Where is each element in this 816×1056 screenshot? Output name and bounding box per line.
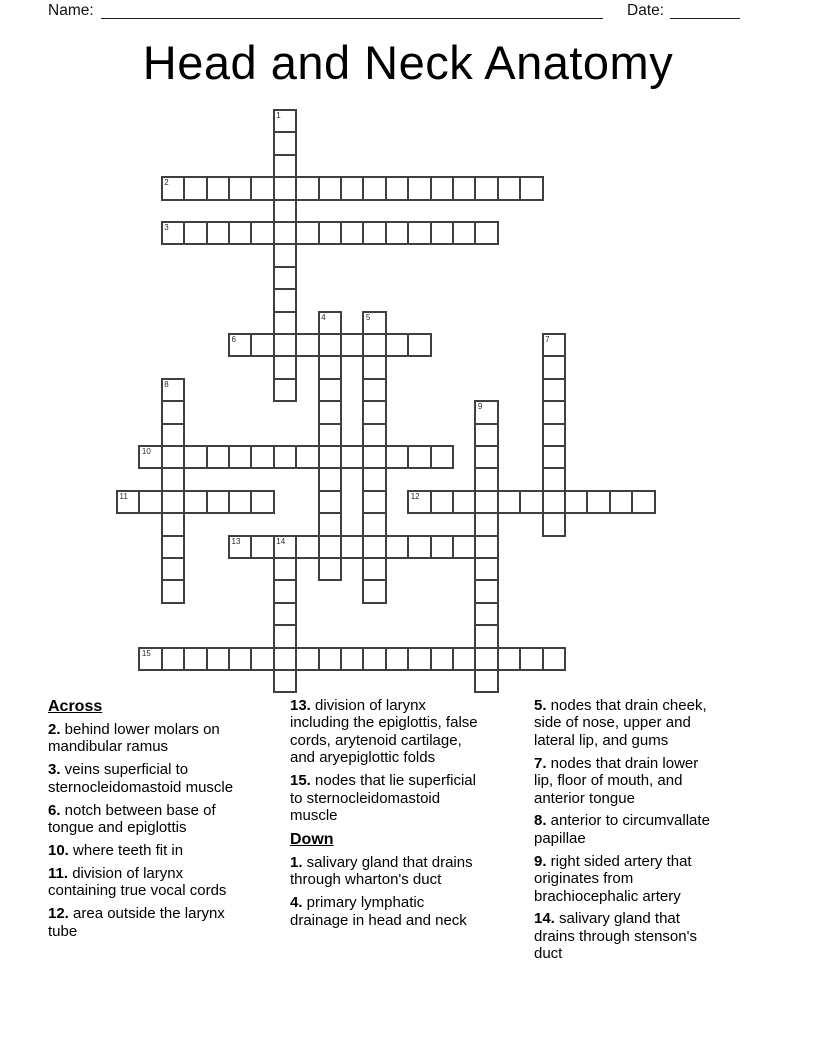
grid-cell[interactable] [228,176,252,200]
grid-cell[interactable] [385,535,409,559]
grid-cell[interactable] [228,221,252,245]
grid-cell[interactable] [318,512,342,536]
grid-cell[interactable] [430,445,454,469]
clue-12: 12. area outside the larynx tube [48,905,225,940]
grid-cell[interactable] [474,579,498,603]
clue-5: 5. nodes that drain cheek, side of nose, upper and lateral lip, and gums [534,697,707,749]
grid-cell[interactable] [273,131,297,155]
grid-cell[interactable] [362,378,386,402]
grid-cell[interactable] [206,221,230,245]
grid-cell[interactable] [161,512,185,536]
grid-cell[interactable] [295,333,319,357]
clue-number: 11. [48,864,69,882]
clue-number: 13. [290,697,311,714]
cell-number: 8 [164,379,169,389]
cell-number: 13 [231,536,241,546]
cell-number: 5 [365,312,371,322]
grid-cell[interactable] [183,647,207,671]
grid-cell[interactable] [183,221,207,245]
grid-cell[interactable] [497,490,521,514]
cell-number: 4 [321,312,326,322]
grid-cell[interactable] [362,467,386,491]
grid-cell[interactable] [273,109,297,133]
grid-cell[interactable] [474,445,498,469]
grid-cell[interactable] [340,535,364,559]
grid-cell[interactable] [318,311,342,335]
clue-13: 13. division of larynx including the epiglottis, false cords, arytenoid cartilage, and aryepiglottic folds [290,697,478,767]
clue-10: 10. where teeth fit in [48,841,184,859]
grid-cell[interactable] [362,221,386,245]
grid-cell[interactable] [228,535,252,559]
grid-cell[interactable] [362,490,386,514]
grid-cell[interactable] [609,490,633,514]
grid-cell[interactable] [183,490,207,514]
grid-cell[interactable] [542,400,566,424]
grid-cell[interactable] [161,400,185,424]
clue-heading-down: Down [290,830,334,848]
grid-cell[interactable] [228,445,252,469]
grid-cell[interactable] [542,467,566,491]
clue-number: 1. [290,853,303,871]
grid-cell[interactable] [273,221,297,245]
grid-cell[interactable] [250,535,274,559]
cell-number: 15 [141,648,151,658]
clue-number: 5. [534,697,547,714]
grid-cell[interactable] [138,445,162,469]
clue-1: 1. salivary gland that drains through wharton's duct [290,853,473,889]
page-title: Head and Neck Anatomy [142,36,674,89]
grid-cell[interactable] [183,445,207,469]
grid-cell[interactable] [542,490,566,514]
grid-cell[interactable] [362,311,386,335]
grid-cell[interactable] [452,176,476,200]
grid-cell[interactable] [273,355,297,379]
grid-cell[interactable] [250,445,274,469]
grid-cell[interactable] [362,557,386,581]
grid-cell[interactable] [452,490,476,514]
grid-cell[interactable] [273,199,297,223]
grid-cell[interactable] [407,445,431,469]
clue-14: 14. salivary gland that drains through stenson's duct [534,910,697,963]
grid-cell[interactable] [474,176,498,200]
grid-cell[interactable] [474,221,498,245]
grid-cell[interactable] [273,647,297,671]
grid-cell[interactable] [542,333,566,357]
grid-cell[interactable] [206,176,230,200]
grid-cell[interactable] [318,535,342,559]
grid-cell[interactable] [340,221,364,245]
grid-cell[interactable] [318,378,342,402]
clues-column-right [534,697,717,968]
grid-cell[interactable] [161,378,185,402]
grid-cell[interactable] [161,423,185,447]
cell-number: 10 [141,447,151,456]
grid-cell[interactable] [407,221,431,245]
grid-cell[interactable] [295,535,319,559]
clue-11: 11. division of larynx containing true vocal cords [48,864,227,900]
grid-cell[interactable] [273,535,297,559]
grid-cell[interactable] [273,669,297,693]
grid-cell[interactable] [407,333,431,357]
grid-cell[interactable] [318,400,342,424]
clue-heading-across: Across [48,698,103,715]
grid-cell[interactable] [228,333,252,357]
clue-number: 2. [48,721,61,738]
grid-cell[interactable] [497,647,521,671]
grid-cell[interactable] [318,557,342,581]
grid-cell[interactable] [362,579,386,603]
grid-cell[interactable] [362,400,386,424]
grid-cell[interactable] [295,176,319,200]
clue-number: 12. [48,905,69,923]
name-label: Name: [48,2,94,19]
grid-cell[interactable] [362,647,386,671]
grid-cell[interactable] [318,355,342,379]
grid-cell[interactable] [385,221,409,245]
grid-cell[interactable] [407,535,431,559]
clue-number: 14. [534,910,555,928]
grid-cell[interactable] [161,490,185,514]
grid-cell[interactable] [385,333,409,357]
grid-cell[interactable] [161,535,185,559]
grid-cell[interactable] [542,647,566,671]
cell-number: 12 [410,491,420,501]
clue-9: 9. right sided artery that originates from brachiocephalic artery [534,852,692,905]
cell-number: 3 [164,223,169,232]
grid-cell[interactable] [340,647,364,671]
grid-cell[interactable] [228,647,252,671]
grid-cell[interactable] [273,311,297,335]
grid-cell[interactable] [474,467,498,491]
grid-cell[interactable] [385,445,409,469]
grid-cell[interactable] [183,176,207,200]
clue-number: 6. [48,801,61,819]
grid-cell[interactable] [586,490,610,514]
cell-number: 6 [231,335,236,344]
grid-cell[interactable] [273,602,297,626]
grid-cell[interactable] [340,445,364,469]
grid-cell[interactable] [430,535,454,559]
grid-cell[interactable] [452,221,476,245]
grid-cell[interactable] [318,445,342,469]
grid-cell[interactable] [519,490,543,514]
grid-cell[interactable] [273,557,297,581]
grid-cell[interactable] [474,400,498,424]
grid-cell[interactable] [542,378,566,402]
grid-cell[interactable] [161,221,185,245]
clue-7: 7. nodes that drain lower lip, floor of mouth, and anterior tongue [534,754,699,807]
cell-number: 14 [276,536,286,546]
grid-cell[interactable] [430,647,454,671]
grid-cell[interactable] [362,333,386,357]
grid-cell[interactable] [474,535,498,559]
grid-cell[interactable] [318,423,342,447]
grid-cell[interactable] [474,512,498,536]
grid-cell[interactable] [407,647,431,671]
grid-cell[interactable] [250,221,274,245]
cell-number: 1 [276,111,281,120]
grid-cell[interactable] [206,647,230,671]
grid-cell[interactable] [542,445,566,469]
grid-cell[interactable] [474,557,498,581]
grid-cell[interactable] [362,512,386,536]
grid-cell[interactable] [161,557,185,581]
grid-cell[interactable] [362,535,386,559]
grid-cell[interactable] [564,490,588,514]
grid-cell[interactable] [295,647,319,671]
cell-number: 11 [119,491,128,501]
grid-cell[interactable] [318,221,342,245]
grid-cell[interactable] [362,445,386,469]
grid-cell[interactable] [273,378,297,402]
clue-8: 8. anterior to circumvallate papillae [534,812,710,847]
grid-cell[interactable] [430,176,454,200]
grid-cell[interactable] [228,490,252,514]
grid-cell[interactable] [250,647,274,671]
grid-cell[interactable] [340,176,364,200]
grid-cell[interactable] [138,647,162,671]
grid-cell[interactable] [407,490,431,514]
clue-number: 9. [534,852,547,870]
grid-cell[interactable] [116,490,140,514]
cell-number: 9 [477,402,483,412]
grid-cell[interactable] [273,176,297,200]
grid-cell[interactable] [430,490,454,514]
grid-cell[interactable] [273,243,297,267]
clue-number: 7. [534,754,547,772]
grid-cell[interactable] [206,445,230,469]
clue-15: 15. nodes that lie superficial to sternocleidomastoid muscle [290,772,476,824]
grid-cell[interactable] [407,176,431,200]
date-label: Date: [627,2,665,19]
grid-cell[interactable] [161,176,185,200]
grid-cell[interactable] [273,445,297,469]
grid-cell[interactable] [295,221,319,245]
clue-6: 6. notch between base of tongue and epiglottis [48,801,216,837]
grid-cell[interactable] [138,490,162,514]
grid-cell[interactable] [250,176,274,200]
grid-cell[interactable] [318,490,342,514]
grid-cell[interactable] [452,647,476,671]
clues-column-middle [290,697,486,934]
grid-cell[interactable] [318,467,342,491]
grid-cell[interactable] [273,154,297,178]
grid-cell[interactable] [161,647,185,671]
grid-cell[interactable] [206,490,230,514]
grid-cell[interactable] [474,423,498,447]
grid-cell[interactable] [631,490,655,514]
cell-number: 7 [545,335,550,344]
grid-cell[interactable] [474,490,498,514]
grid-cell[interactable] [474,669,498,693]
clue-4: 4. primary lymphatic drainage in head and neck [290,894,467,929]
grid-cell[interactable] [273,624,297,648]
grid-cell[interactable] [318,176,342,200]
clue-number: 3. [48,761,61,779]
grid-cell[interactable] [362,176,386,200]
grid-cell[interactable] [430,221,454,245]
grid-cell[interactable] [385,647,409,671]
clue-number: 15. [290,772,311,790]
grid-cell[interactable] [161,445,185,469]
grid-cell[interactable] [273,333,297,357]
grid-cell[interactable] [542,423,566,447]
grid-cell[interactable] [295,445,319,469]
grid-cell[interactable] [362,355,386,379]
grid-cell[interactable] [474,602,498,626]
clue-number: 10. [48,841,69,859]
grid-cell[interactable] [318,333,342,357]
grid-cell[interactable] [318,647,342,671]
clues-column-left [48,697,253,945]
grid-cell[interactable] [250,333,274,357]
grid-cell[interactable] [161,579,185,603]
grid-cell[interactable] [161,467,185,491]
grid-cell[interactable] [250,490,274,514]
grid-cell[interactable] [519,647,543,671]
grid-cell[interactable] [542,355,566,379]
grid-cell[interactable] [273,579,297,603]
grid-cell[interactable] [273,288,297,312]
grid-cell[interactable] [497,176,521,200]
clue-number: 4. [290,894,303,912]
clue-2: 2. behind lower molars on mandibular ramus [48,721,220,756]
grid-cell[interactable] [542,512,566,536]
clue-3: 3. veins superficial to sternocleidomastoid muscle [48,761,234,796]
grid-cell[interactable] [452,535,476,559]
grid-cell[interactable] [340,333,364,357]
cell-number: 2 [164,178,169,188]
grid-cell[interactable] [362,423,386,447]
grid-cell[interactable] [474,624,498,648]
grid-cell[interactable] [519,176,543,200]
grid-cell[interactable] [474,647,498,671]
grid-cell[interactable] [385,176,409,200]
grid-cell[interactable] [273,266,297,290]
clue-number: 8. [534,812,547,830]
